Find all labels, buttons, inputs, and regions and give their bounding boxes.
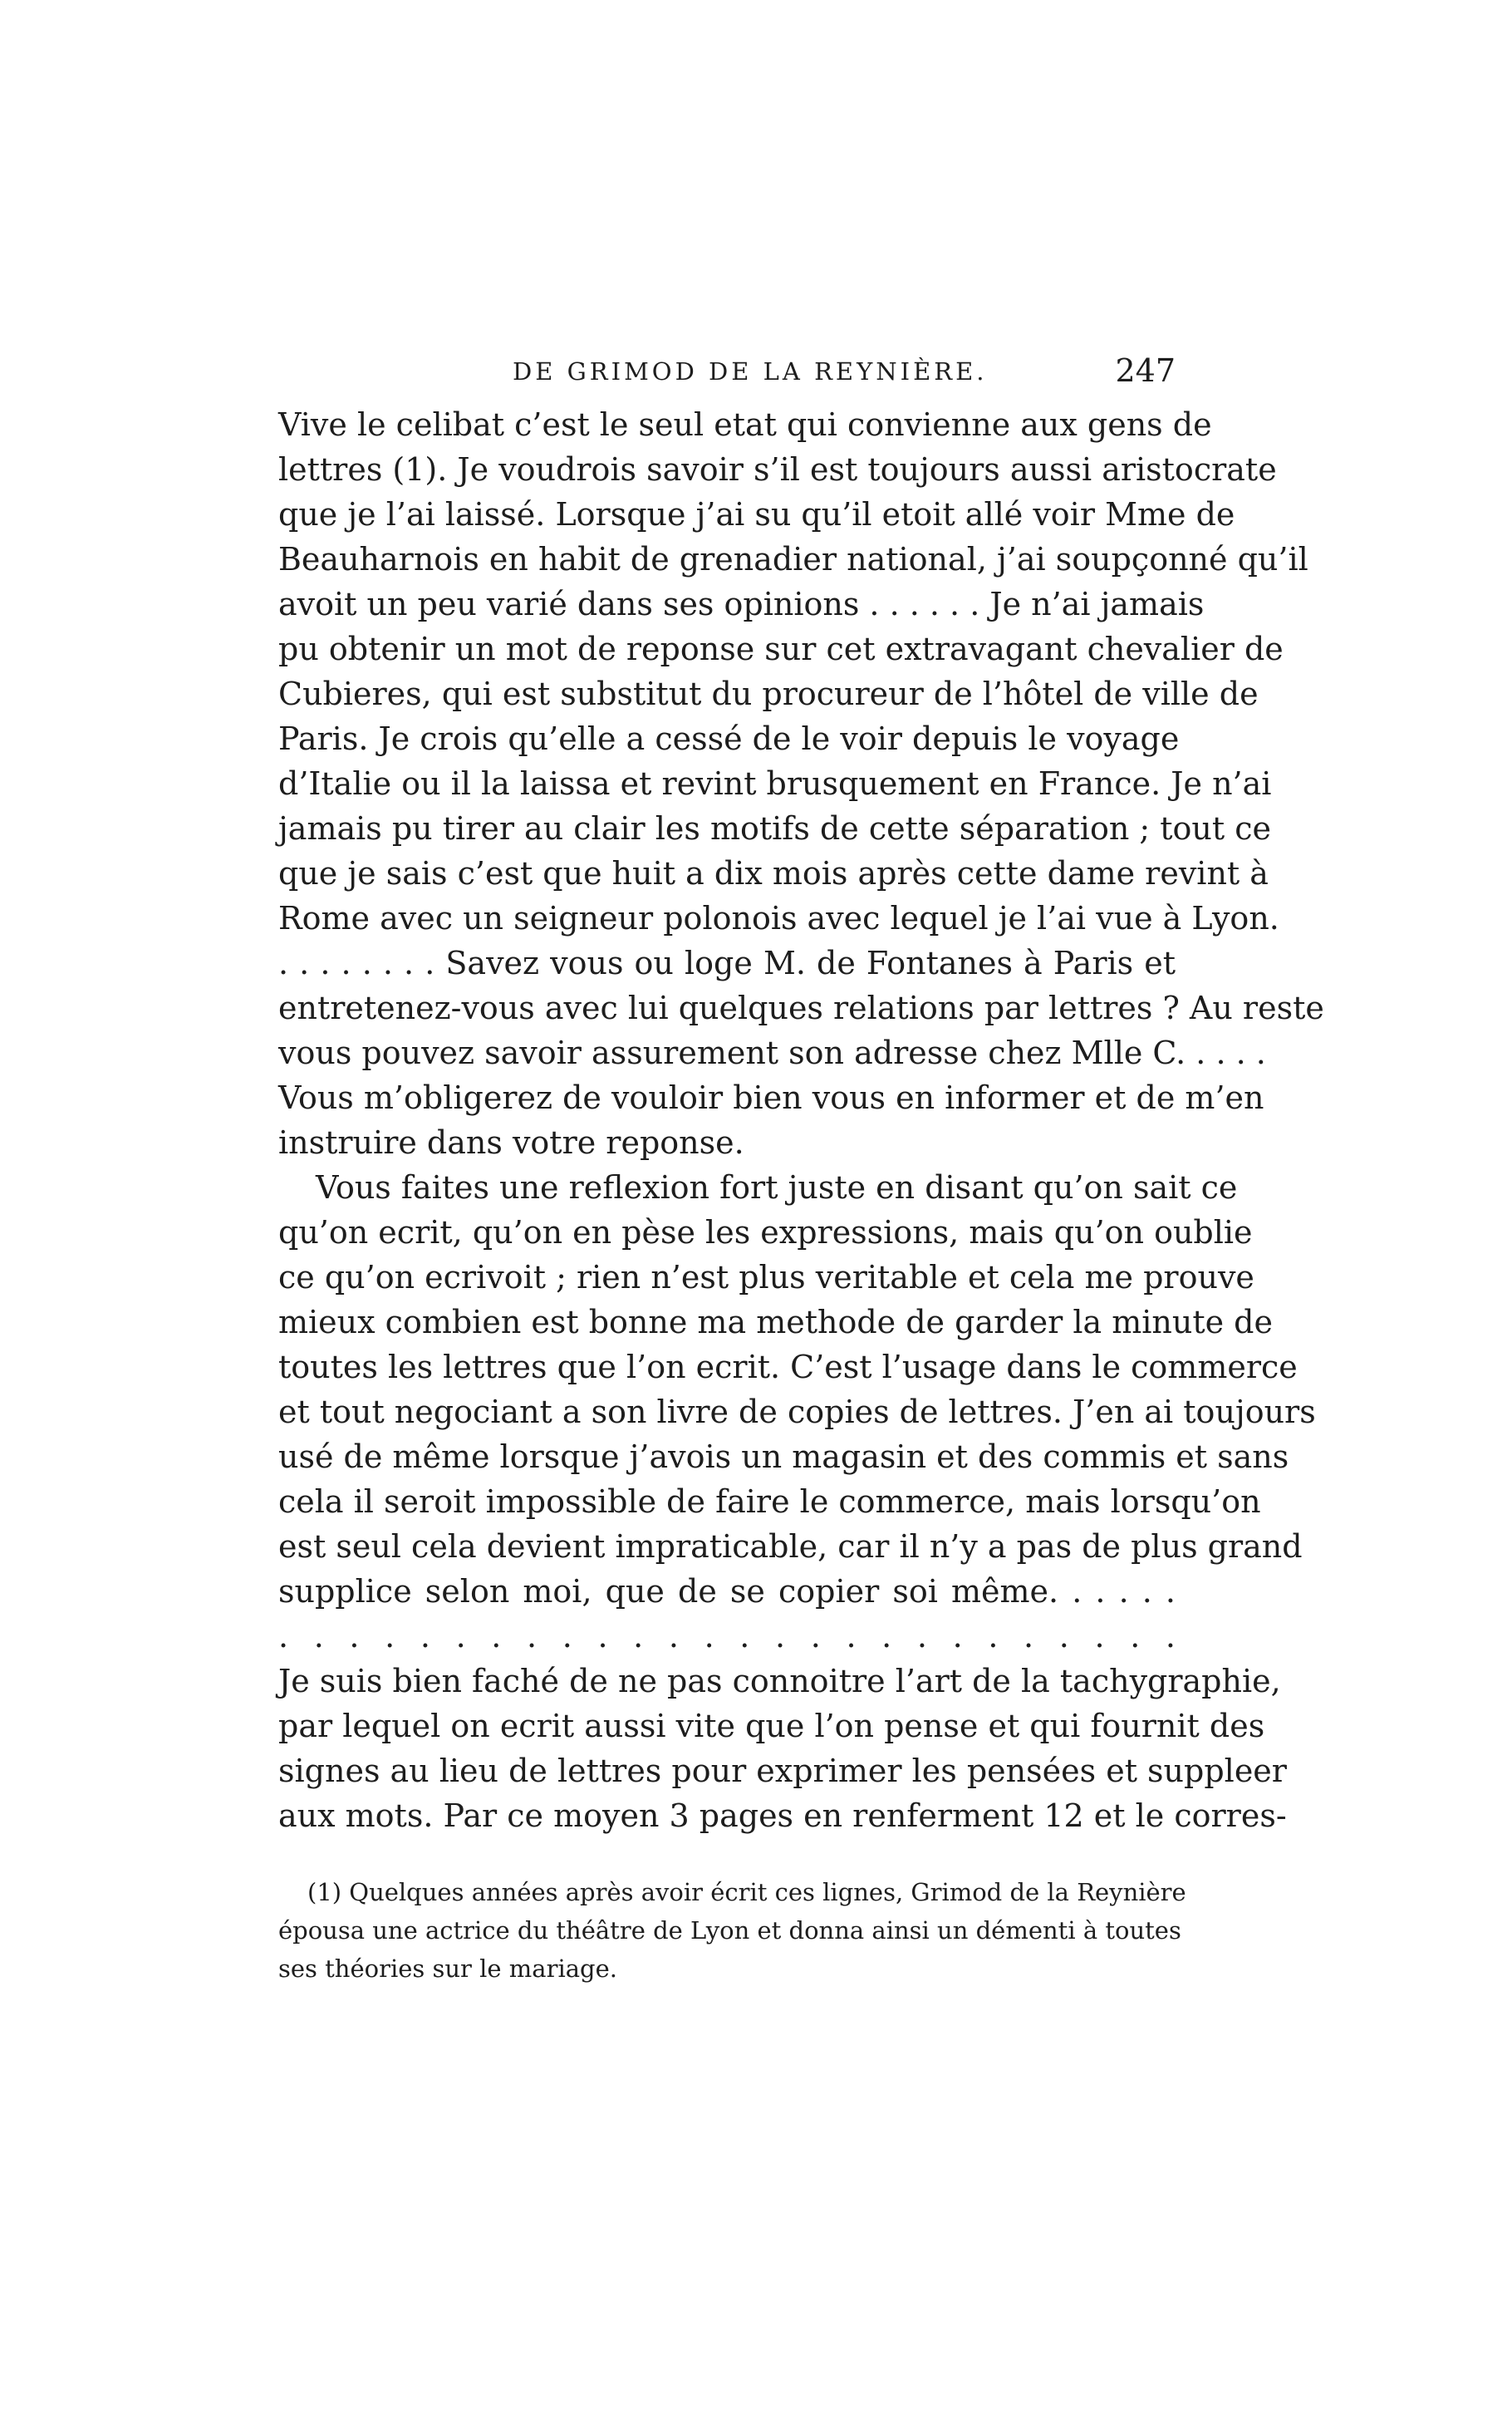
text-line: est seul cela devient impraticable, car il n’y a pas de plus grand	[278, 1528, 1303, 1565]
text-line: Rome avec un seigneur polonois avec lequel je l’ai vue à Lyon.	[278, 900, 1279, 937]
text-line: Vive le celibat c’est le seul etat qui convienne aux gens de	[278, 406, 1212, 443]
footnote-line: ses théories sur le mariage.	[278, 1954, 617, 1983]
text-line: mieux combien est bonne ma methode de garder la minute de	[278, 1304, 1273, 1340]
paragraph-start-line: Vous faites une reflexion fort juste en disant qu’on sait ce	[316, 1169, 1238, 1206]
text-line: cela il seroit impossible de faire le commerce, mais lorsqu’on	[278, 1483, 1261, 1520]
text-line: par lequel on ecrit aussi vite que l’on pense et qui fournit des	[278, 1708, 1265, 1744]
text-line: aux mots. Par ce moyen 3 pages en renferment 12 et le corres-	[278, 1797, 1287, 1834]
text-line: que je l’ai laissé. Lorsque j’ai su qu’il etoit allé voir Mme de	[278, 496, 1235, 533]
text-line: entretenez-vous avec lui quelques relations par lettres ? Au reste	[278, 990, 1324, 1026]
footnote-line: (1) Quelques années après avoir écrit ces lignes, Grimod de la Reynière	[307, 1878, 1186, 1906]
running-head	[278, 352, 1176, 394]
text-line: signes au lieu de lettres pour exprimer les pensées et suppleer	[278, 1753, 1287, 1789]
page-number: 247	[1115, 352, 1176, 389]
ellipsis-line: . . . . . . . . . . . . . . . . . . . . . . . . . .	[278, 1618, 1176, 1655]
text-line: Vous m’obligerez de vouloir bien vous en informer et de m’en	[278, 1079, 1264, 1116]
text-line: pu obtenir un mot de reponse sur cet extravagant chevalier de	[278, 631, 1284, 667]
text-line: . . . . . . . . Savez vous ou loge M. de Fontanes à Paris et	[278, 945, 1176, 981]
footnote-line: épousa une actrice du théâtre de Lyon et donna ainsi un démenti à toutes	[278, 1916, 1181, 1945]
text-line: avoit un peu varié dans ses opinions . . . . . . Je n’ai jamais	[278, 586, 1205, 622]
text-line: que je sais c’est que huit a dix mois après cette dame revint à	[278, 855, 1269, 892]
text-line: instruire dans votre reponse.	[278, 1124, 744, 1161]
text-line: usé de même lorsque j’avois un magasin et des commis et sans	[278, 1438, 1289, 1475]
text-line: d’Italie ou il la laissa et revint brusquement en France. Je n’ai	[278, 765, 1272, 802]
text-line: jamais pu tirer au clair les motifs de cette séparation ; tout ce	[278, 810, 1271, 847]
text-line: et tout negociant a son livre de copies de lettres. J’en ai toujours	[278, 1394, 1316, 1430]
running-title: DE GRIMOD DE LA REYNIÈRE.	[513, 357, 988, 386]
text-line: supplice selon moi, que de se copier soi même. . . . . .	[278, 1573, 1176, 1610]
text-line: Beauharnois en habit de grenadier national, j’ai soupçonné qu’il	[278, 541, 1308, 578]
text-line: Paris. Je crois qu’elle a cessé de le voir depuis le voyage	[278, 720, 1180, 757]
text-line: ce qu’on ecrivoit ; rien n’est plus veritable et cela me prouve	[278, 1259, 1254, 1296]
body-text	[278, 402, 1324, 1838]
text-line: Je suis bien faché de ne pas connoitre l’art de la tachygraphie,	[278, 1663, 1281, 1699]
text-line: Cubieres, qui est substitut du procureur de l’hôtel de ville de	[278, 676, 1259, 712]
text-line: toutes les lettres que l’on ecrit. C’est l’usage dans le commerce	[278, 1349, 1298, 1385]
footnote	[278, 1873, 1186, 1988]
text-line: lettres (1). Je voudrois savoir s’il est toujours aussi aristocrate	[278, 451, 1277, 488]
text-line: vous pouvez savoir assurement son adresse chez Mlle C. . . . .	[278, 1035, 1266, 1071]
text-line: qu’on ecrit, qu’on en pèse les expressions, mais qu’on oublie	[278, 1214, 1253, 1251]
